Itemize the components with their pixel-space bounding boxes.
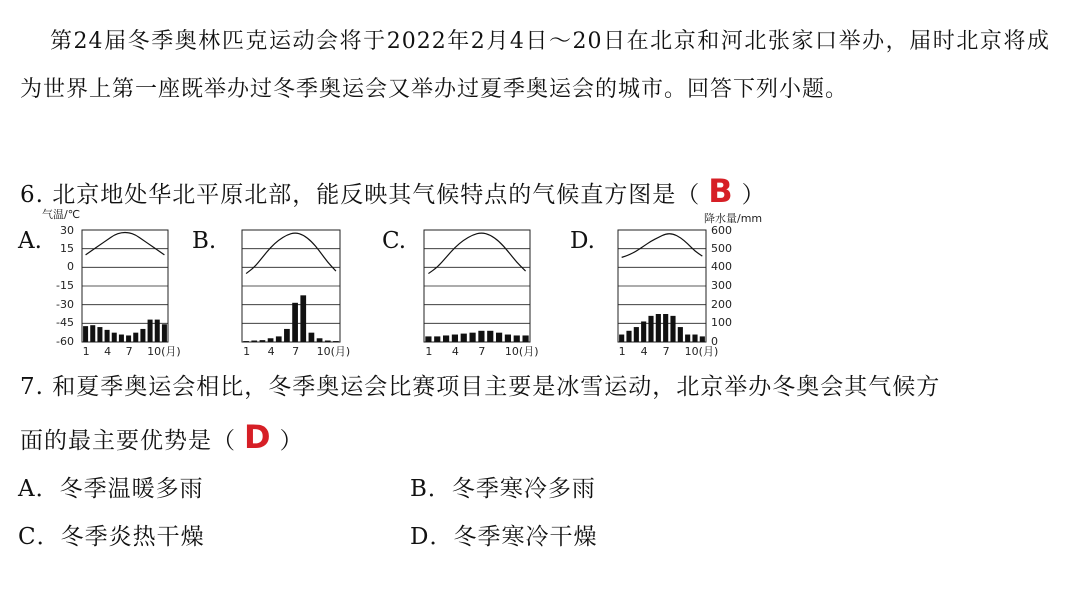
q7-option-c-letter: C． bbox=[18, 524, 61, 550]
precip-tick: 300 bbox=[711, 279, 732, 292]
precipitation-bar bbox=[692, 335, 697, 342]
month-tick-label: 1 bbox=[618, 345, 626, 358]
temp-tick: -30 bbox=[56, 298, 74, 311]
precipitation-bar bbox=[496, 333, 502, 342]
q7-option-d-letter: D． bbox=[410, 524, 454, 550]
q7-option-b-letter: B． bbox=[410, 476, 452, 502]
precipitation-bar bbox=[260, 340, 266, 342]
precip-tick: 100 bbox=[711, 316, 732, 329]
q7-option-a[interactable] bbox=[18, 470, 204, 503]
precipitation-axis-label: 降水量/mm bbox=[704, 212, 763, 225]
precipitation-bar bbox=[325, 341, 331, 342]
temp-tick: 30 bbox=[60, 224, 74, 237]
climate-chart-d bbox=[618, 230, 718, 358]
precipitation-bar bbox=[469, 333, 475, 342]
precipitation-bar bbox=[478, 331, 484, 342]
precipitation-bar bbox=[309, 333, 315, 342]
temp-tick: -60 bbox=[56, 335, 74, 348]
month-tick-label: 4 bbox=[104, 345, 112, 358]
precipitation-bar bbox=[317, 338, 323, 342]
month-tick-label: 1 bbox=[82, 345, 90, 358]
question-7-text: 面的最主要优势是（ bbox=[20, 428, 236, 454]
precipitation-bar bbox=[148, 320, 153, 342]
precipitation-bar bbox=[292, 303, 298, 342]
precipitation-bar bbox=[461, 334, 467, 342]
month-tick-label: 4 bbox=[451, 345, 459, 358]
climate-chart-c bbox=[424, 230, 539, 358]
temp-tick: -45 bbox=[56, 316, 74, 329]
precip-tick: 0 bbox=[711, 335, 718, 348]
chart-option-b-label[interactable]: B. bbox=[192, 228, 217, 254]
precipitation-bar bbox=[90, 325, 95, 342]
question-7-line-2 bbox=[20, 418, 304, 456]
q7-option-a-letter: A． bbox=[18, 476, 60, 502]
precipitation-bar bbox=[268, 338, 274, 342]
month-tick-label: 4 bbox=[267, 345, 275, 358]
month-tick-label: 1 bbox=[425, 345, 433, 358]
q7-option-b[interactable] bbox=[410, 470, 596, 503]
precipitation-bar bbox=[685, 335, 690, 342]
q7-option-d-text: 冬季寒冷干燥 bbox=[453, 524, 598, 550]
precipitation-bar bbox=[251, 341, 257, 342]
precipitation-bar bbox=[487, 331, 493, 342]
precip-tick: 500 bbox=[711, 242, 732, 255]
precipitation-bar bbox=[105, 330, 110, 342]
month-tick-label: 7 bbox=[292, 345, 300, 358]
precipitation-bar bbox=[648, 316, 653, 342]
question-7-line-1: 7. 和夏季奥运会相比，冬季奥运会比赛项目主要是冰雪运动，北京举办冬奥会其气候方 bbox=[20, 374, 941, 400]
month-tick-label: 7 bbox=[125, 345, 133, 358]
precipitation-bar bbox=[641, 321, 646, 342]
question-6-answer: B bbox=[708, 172, 734, 210]
temp-tick: 15 bbox=[60, 242, 74, 255]
precipitation-bar bbox=[443, 335, 449, 342]
precipitation-bar bbox=[284, 329, 290, 342]
precipitation-bar bbox=[522, 335, 528, 342]
month-tick-label: 10(月) bbox=[147, 345, 181, 358]
question-7-close: ） bbox=[279, 428, 304, 454]
q7-option-d[interactable] bbox=[410, 518, 597, 551]
precipitation-bar bbox=[155, 320, 160, 342]
precipitation-bar bbox=[505, 335, 511, 342]
precipitation-bar bbox=[425, 336, 431, 342]
precip-tick: 200 bbox=[711, 298, 732, 311]
temperature-curve bbox=[86, 232, 165, 254]
precipitation-bar bbox=[626, 331, 631, 342]
question-6-text: 6. 北京地处华北平原北部，能反映其气候特点的气候直方图是（ bbox=[20, 182, 701, 208]
precipitation-bar bbox=[514, 335, 520, 342]
precipitation-bar bbox=[452, 335, 458, 342]
precipitation-bar bbox=[126, 335, 131, 342]
climate-chart-a bbox=[82, 230, 181, 358]
precipitation-bar bbox=[656, 314, 661, 342]
q7-option-c[interactable] bbox=[18, 518, 205, 551]
precipitation-bar bbox=[162, 324, 167, 342]
precipitation-bar bbox=[333, 341, 339, 342]
month-tick-label: 10(月) bbox=[316, 345, 351, 358]
precipitation-bar bbox=[140, 329, 145, 342]
precipitation-bar bbox=[663, 314, 668, 342]
precipitation-bar bbox=[133, 333, 138, 342]
precipitation-bar bbox=[634, 327, 639, 342]
temperature-axis-label: 气温/℃ bbox=[42, 208, 81, 221]
climate-charts-axes bbox=[0, 200, 1080, 365]
precipitation-bar bbox=[678, 327, 683, 342]
intro-paragraph: 第24届冬季奥林匹克运动会将于2022年2月4日～20日在北京和河北张家口举办，届时北京将成为世界上第一座既举办过冬季奥运会又举办过夏季奥运会的城市。回答下列小题。 bbox=[20, 29, 1050, 102]
precipitation-bar bbox=[243, 341, 249, 342]
precipitation-bar bbox=[112, 333, 117, 342]
month-tick-label: 1 bbox=[243, 345, 251, 358]
chart-option-c-label[interactable]: C. bbox=[382, 228, 407, 254]
precipitation-bar bbox=[119, 335, 124, 342]
precipitation-bar bbox=[434, 336, 440, 342]
q7-option-a-text: 冬季温暖多雨 bbox=[59, 476, 204, 502]
month-tick-label: 4 bbox=[640, 345, 648, 358]
temperature-curve bbox=[622, 234, 703, 258]
month-tick-label: 10(月) bbox=[504, 345, 539, 358]
precipitation-bar bbox=[83, 326, 88, 342]
precip-tick: 600 bbox=[711, 224, 732, 237]
precipitation-bar bbox=[670, 316, 675, 342]
q7-option-b-text: 冬季寒冷多雨 bbox=[451, 476, 596, 502]
precipitation-bar bbox=[700, 336, 705, 342]
precipitation-bar bbox=[619, 335, 624, 342]
chart-option-d-label[interactable]: D. bbox=[570, 228, 595, 254]
climate-chart-b bbox=[242, 230, 350, 358]
precip-tick: 400 bbox=[711, 260, 732, 273]
temp-tick: -15 bbox=[56, 279, 74, 292]
q7-option-c-text: 冬季炎热干燥 bbox=[60, 524, 205, 550]
month-tick-label: 7 bbox=[662, 345, 670, 358]
chart-option-a-label[interactable]: A. bbox=[18, 228, 42, 254]
precipitation-bar bbox=[276, 336, 282, 342]
precipitation-tick-labels bbox=[711, 224, 732, 348]
temp-tick: 0 bbox=[67, 260, 74, 273]
question-6-close: ） bbox=[741, 182, 766, 208]
question-7-answer: D bbox=[244, 418, 272, 456]
month-tick-label: 7 bbox=[478, 345, 486, 358]
month-tick-label: 10(月) bbox=[684, 345, 719, 358]
temperature-tick-labels bbox=[56, 224, 74, 348]
precipitation-bar bbox=[97, 327, 102, 342]
precipitation-bar bbox=[300, 295, 306, 342]
